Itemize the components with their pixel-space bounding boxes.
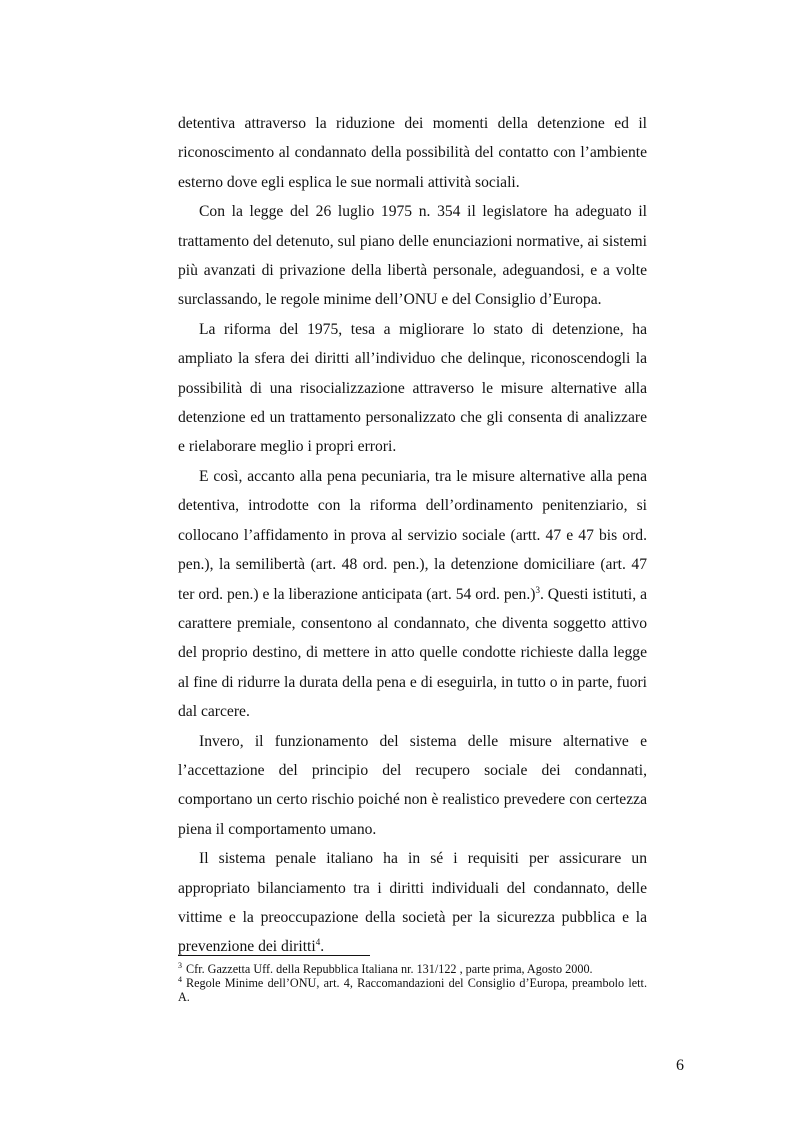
page-number: 6 xyxy=(676,1057,684,1074)
paragraph-5: Invero, il funzionamento del sistema delle misure alternative e l’accettazione del principio del recupero sociale dei condannati, comportano un certo rischio poiché non è realistico prevedere con certezza piena il comportamento umano. xyxy=(178,732,647,838)
body-text xyxy=(178,109,647,962)
footnote-3: $^3$ Cfr. Gazzetta Uff. della Repubblica Italiana nr. 131/122 , parte prima, Agosto 2000. xyxy=(178,961,593,976)
footnote-divider xyxy=(178,955,370,956)
footnote-ref-4: 4 xyxy=(315,937,321,948)
footnotes xyxy=(178,962,647,1004)
footnote-4: $^4$ Regole Minime dell’ONU, art. 4, Raccomandazioni del Consiglio d’Europa, preambolo lett. A. xyxy=(178,975,647,1004)
paragraph-6: Il sistema penale italiano ha in sé i requisiti per assicurare un appropriato bilanciamento tra i diritti individuali del condannato, delle vittime e la preoccupazione della società per la sicurezza pubblica e la prevenzione dei diritti$^4$. xyxy=(178,850,647,956)
paragraph-2: Con la legge del 26 luglio 1975 n. 354 il legislatore ha adeguato il trattamento del detenuto, sul piano delle enunciazioni normative, ai sistemi più avanzati di privazione della libertà personale, adeguandosi, e a volte surclassando, le regole minime dell’ONU e del Consiglio d’Europa. xyxy=(178,203,647,309)
paragraph-4: E così, accanto alla pena pecuniaria, tra le misure alternative alla pena detentiva, introdotte con la riforma dell’ordinamento penitenziario, si collocano l’affidamento in prova al servizio sociale (artt. 47 e 47 bis ord. pen.), la semilibertà (art. 48 ord. pen.), la detenzione domiciliare (art. 47 ter ord. pen.) e la liberazione anticipata (art. 54 ord. pen.)$^3$. Questi istituti, a carattere premiale, consentono al condannato, che diventa soggetto attivo del proprio destino, di mettere in atto quelle condotte richieste dalla legge al fine di ridurre la durata della pena e di eseguirla, in tutto o in parte, fuori dal carcere. xyxy=(178,467,647,721)
paragraph-3: La riforma del 1975, tesa a migliorare lo stato di detenzione, ha ampliato la sfera dei diritti all’individuo che delinque, riconoscendogli la possibilità di una risocializzazione attraverso le misure alternative alla detenzione ed un trattamento personalizzato che gli consenta di analizzare e rielaborare meglio i propri errori. xyxy=(178,320,647,456)
paragraph-1: detentiva attraverso la riduzione dei momenti della detenzione ed il riconoscimento al condannato della possibilità del contatto con l’ambiente esterno dove egli esplica le sue normali attività sociali. xyxy=(178,115,647,191)
footnote-ref-3: 3 xyxy=(535,584,540,595)
